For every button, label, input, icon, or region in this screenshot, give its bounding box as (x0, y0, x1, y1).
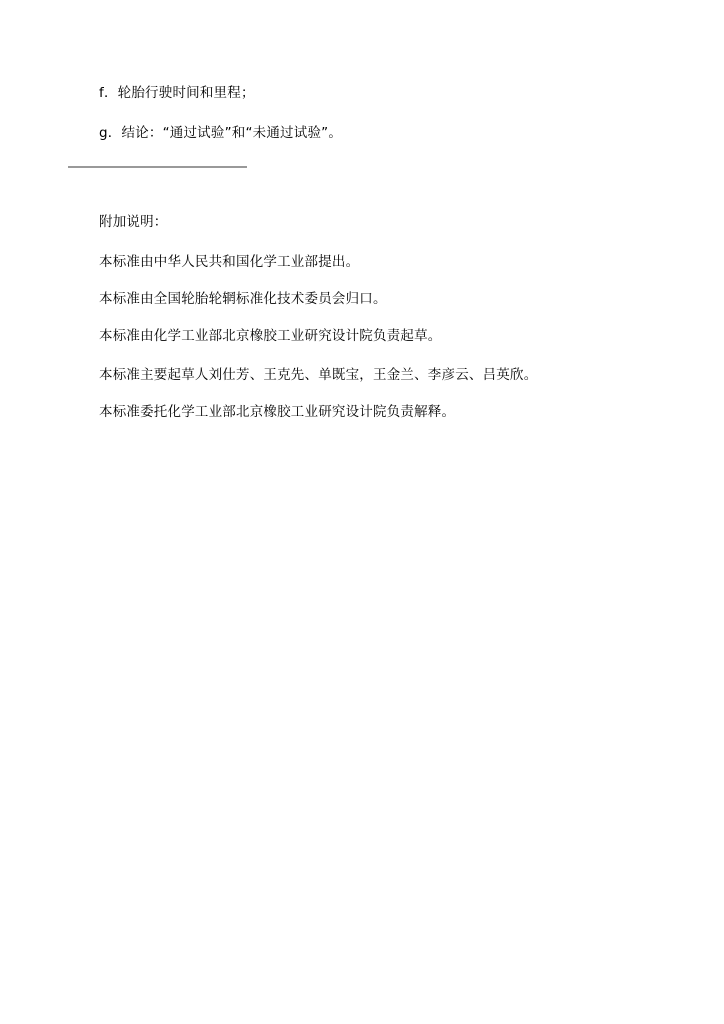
list-item-f: f．轮胎行驶时间和里程； (99, 85, 255, 101)
note-interpreter: 本标准委托化学工业部北京橡胶工业研究设计院负责解释。 (99, 404, 456, 420)
footnote-separator (68, 166, 247, 168)
notes-heading: 附加说明： (99, 214, 168, 230)
note-proposer: 本标准由中华人民共和国化学工业部提出。 (99, 254, 360, 270)
note-drafting-unit: 本标准由化学工业部北京橡胶工业研究设计院负责起草。 (99, 328, 442, 344)
list-item-g: g．结论：“通过试验”和“未通过试验”。 (99, 125, 343, 141)
note-drafters: 本标准主要起草人刘仕芳、王克先、单既宝，王金兰、李彦云、吕英欣。 (99, 367, 538, 383)
note-administrator: 本标准由全国轮胎轮辋标准化技术委员会归口。 (99, 291, 387, 307)
